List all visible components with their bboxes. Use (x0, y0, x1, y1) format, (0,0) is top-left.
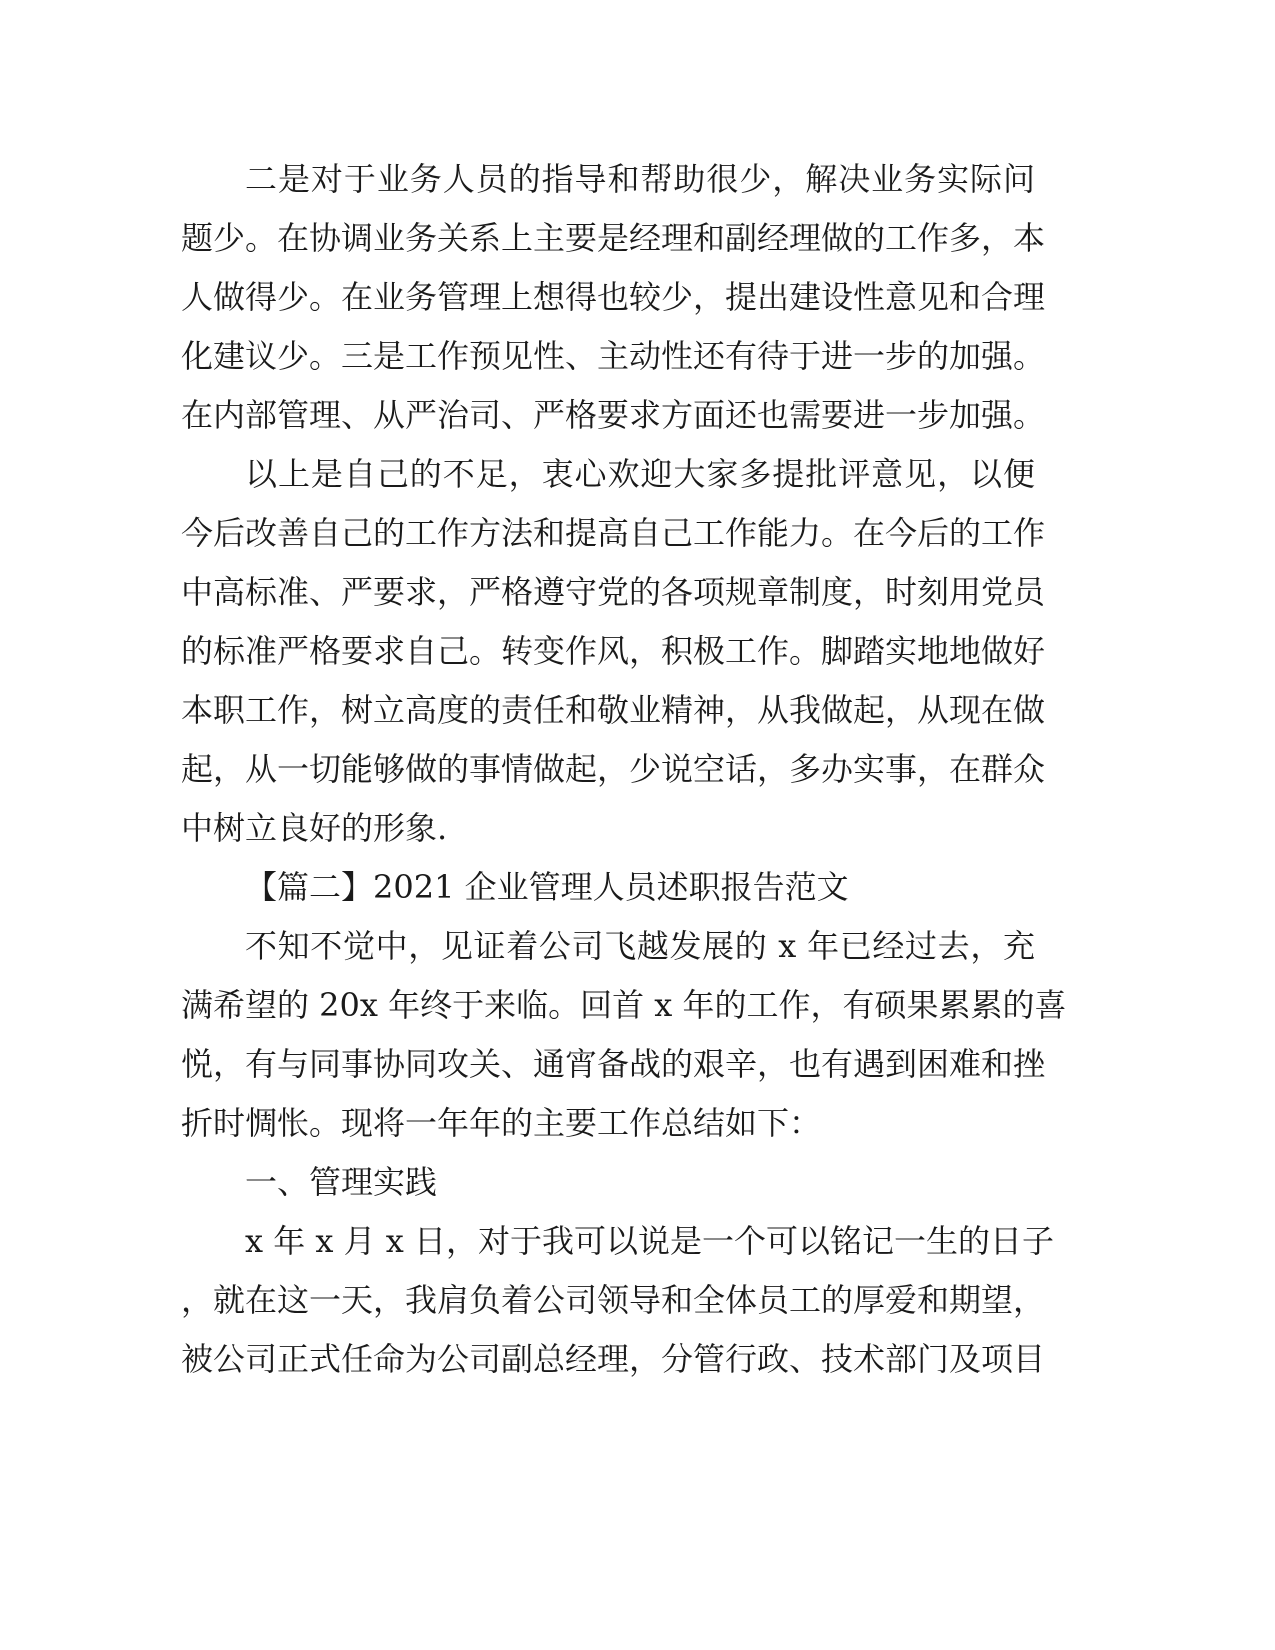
text-line: 人做得少。在业务管理上想得也较少，提出建设性意见和合理 (181, 278, 1046, 316)
text-line: 折时惆怅。现将一年年的主要工作总结如下： (181, 1104, 822, 1142)
text-line: 中高标准、严要求，严格遵守党的各项规章制度，时刻用党员 (181, 573, 1046, 611)
text-line: x 年 x 月 x 日，对于我可以说是一个可以铭记一生的日子 (245, 1222, 1055, 1260)
text-line: 的标准严格要求自己。转变作风，积极工作。脚踏实地地做好 (181, 632, 1046, 670)
text-line: 在内部管理、从严治司、严格要求方面还也需要进一步加强。 (181, 396, 1046, 434)
text-line: 题少。在协调业务关系上主要是经理和副经理做的工作多，本 (181, 219, 1046, 257)
text-line: 悦，有与同事协同攻关、通宵备战的艰辛，也有遇到困难和挫 (181, 1045, 1046, 1083)
text-line: 今后改善自己的工作方法和提高自己工作能力。在今后的工作 (181, 514, 1046, 552)
text-line: ，就在这一天，我肩负着公司领导和全体员工的厚爱和期望， (181, 1281, 1046, 1319)
text-line: 被公司正式任命为公司副总经理，分管行政、技术部门及项目 (181, 1340, 1046, 1378)
text-line: 化建议少。三是工作预见性、主动性还有待于进一步的加强。 (181, 337, 1046, 375)
text-line: 满希望的 20x 年终于来临。回首 x 年的工作，有硕果累累的喜 (181, 986, 1067, 1024)
text-line: 起，从一切能够做的事情做起，少说空话，多办实事，在群众 (181, 750, 1046, 788)
text-line: 本职工作，树立高度的责任和敬业精神，从我做起，从现在做 (181, 691, 1046, 729)
text-line: 中树立良好的形象. (181, 809, 448, 847)
text-line: 不知不觉中，见证着公司飞越发展的 x 年已经过去，充 (245, 927, 1035, 965)
section-heading: 【篇二】2021 企业管理人员述职报告范文 (245, 868, 849, 906)
text-line: 以上是自己的不足，衷心欢迎大家多提批评意见，以便 (245, 455, 1035, 493)
subsection-heading: 一、管理实践 (245, 1163, 438, 1201)
text-line: 二是对于业务人员的指导和帮助很少，解决业务实际问 (245, 160, 1035, 198)
